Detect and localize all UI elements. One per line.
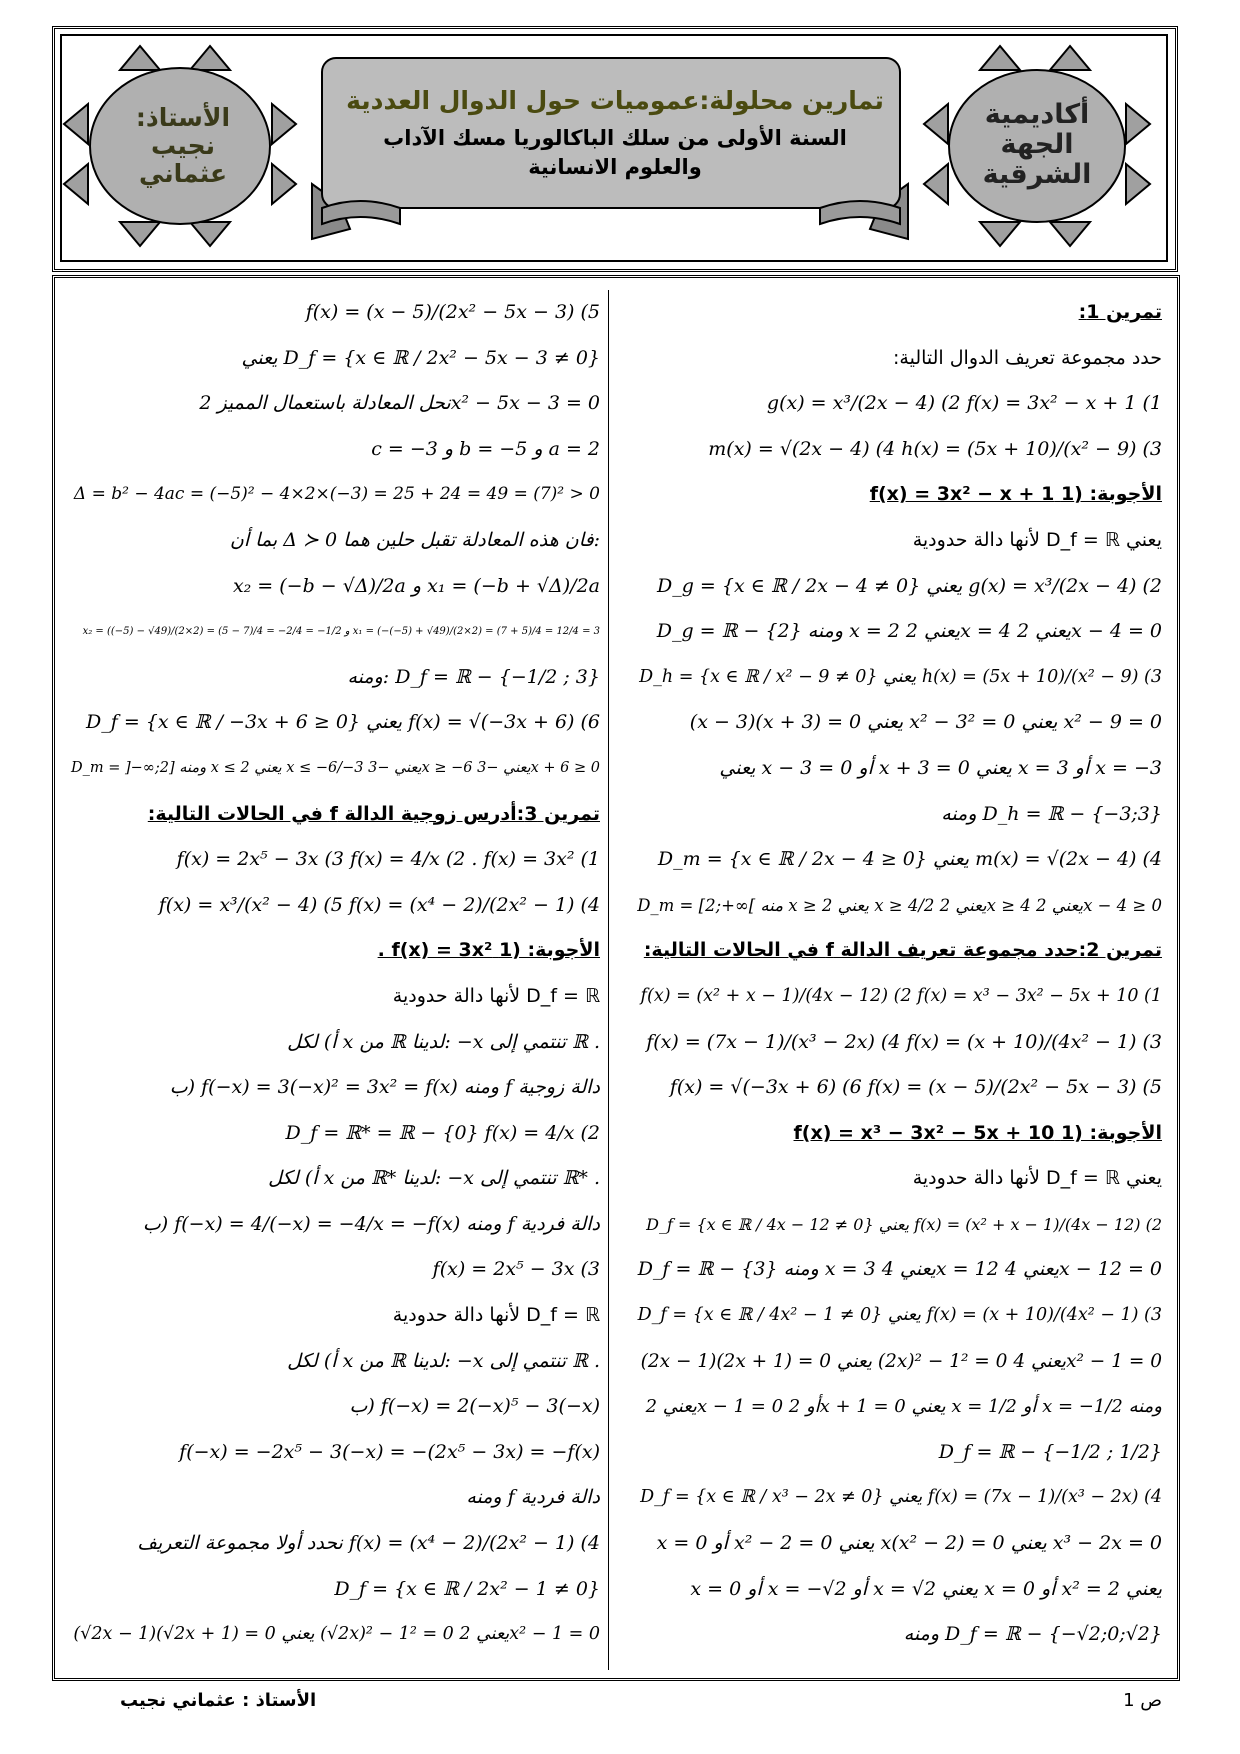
left-column-line-7: x₂ = ((−5) − √49)/(2×2) = (5 − 7)/4 = −2/4 = −1/2 و x₁ = (−(−5) + √49)/(2×2) = (7 + 5)/4 = 12/4 = 3	[82, 626, 600, 638]
left-column-line-6: x₂ = (−b − √Δ)/2a و x₁ = (−b + √Δ)/2a	[232, 574, 600, 597]
left-column-line-15: D_f = ℝ لأنها دالة حدودية	[392, 984, 600, 1007]
right-column-line-10: يعني x − 3 = 0 أو x + 3 = 0 يعني x = 3 أو x = −3	[719, 756, 1162, 779]
right-column-line-3: m(x) = √(2x − 4) (4 h(x) = (5x + 10)/(x² − 9) (3	[708, 437, 1162, 460]
right-column-line-8: D_h = {x ∈ ℝ / x² − 9 ≠ 0} يعني h(x) = (5x + 10)/(x² − 9) (3	[639, 666, 1162, 687]
column-divider	[608, 290, 609, 1670]
right-column-line-6: D_g = {x ∈ ℝ / 2x − 4 ≠ 0} يعني g(x) = x³/(2x − 4) (2	[657, 574, 1162, 597]
right-column-line-21: D_f = ℝ − {3} ومنه x = 3 يعني 4x = 12 يعني 4x − 12 = 0	[637, 1258, 1162, 1281]
teacher-last-name: عثماني	[138, 159, 228, 188]
teacher-first-name: نجيب	[150, 131, 216, 160]
right-column-line-22: D_f = {x ∈ ℝ / 4x² − 1 ≠ 0} يعني f(x) = (x + 10)/(4x² − 1) (3	[637, 1305, 1162, 1326]
right-column-line-23: (2x − 1)(2x + 1) = 0 يعني (2x)² − 1² = 0 يعني 4x² − 1 = 0	[640, 1350, 1162, 1372]
right-column-line-15: f(x) = (x² + x − 1)/(4x − 12) (2 f(x) = x³ − 3x² − 5x + 10 (1	[640, 985, 1162, 1006]
left-column-line-26: ومنه f دالة فردية	[466, 1486, 600, 1509]
right-column-line-2: g(x) = x³/(2x − 4) (2 f(x) = 3x² − x + 1 (1	[766, 392, 1162, 415]
academy-line-2: الجهة	[1000, 129, 1074, 160]
right-column	[632, 290, 1162, 1658]
right-column-line-17: f(x) = √(−3x + 6) (6 f(x) = (x − 5)/(2x² − 5x − 3) (5	[669, 1076, 1162, 1099]
right-column-line-1: حدد مجموعة تعريف الدوال التالية:	[893, 346, 1162, 369]
left-column	[60, 290, 600, 1658]
left-column-line-20: ب) f(−x) = 4/(−x) = −4/x = −f(x) ومنه f دالة فردية	[142, 1212, 600, 1235]
teacher-badge-text	[108, 104, 258, 188]
left-column-line-19: أ) لكل x من ℝ* لدينا: −x تنتمي إلى ℝ* .	[268, 1167, 600, 1190]
left-column-line-1: يعني D_f = {x ∈ ℝ / 2x² − 5x − 3 ≠ 0}	[241, 346, 600, 369]
left-column-line-2: نحل المعادلة باستعمال المميز 2x² − 5x − 3 = 0	[199, 392, 600, 415]
right-column-line-4: الأجوبة: (1 f(x) = 3x² − x + 1	[869, 483, 1162, 506]
left-column-line-12: f(x) = 2x⁵ − 3x (3 f(x) = 4/x (2 . f(x) = 3x² (1	[176, 848, 600, 871]
right-column-line-24: يعني 2x − 1 = 0 أو 2x + 1 = 0 يعني x = 1/2 أو x = −1/2 ومنه	[645, 1396, 1162, 1418]
right-column-line-0: تمرين 1:	[1078, 301, 1162, 323]
academy-line-1: أكاديمية	[984, 99, 1090, 130]
page-title: تمارين محلولة:عموميات حول الدوال العددية	[346, 86, 884, 115]
left-column-line-5: بما أن Δ ≻ 0 فان هذه المعادلة تقبل حلين هما:	[229, 528, 600, 551]
left-column-line-22: D_f = ℝ لأنها دالة حدودية	[392, 1304, 600, 1327]
right-column-line-9: (x − 3)(x + 3) = 0 يعني x² − 3² = 0 يعني x² − 9 = 0	[689, 711, 1162, 734]
academy-line-3: الشرقية	[982, 159, 1092, 190]
left-column-line-10: D_m = ]−∞;2] ومنه x ≤ 2 يعني x ≤ −6/−3 يعني −3x ≥ −6 يعني −3x + 6 ≥ 0	[71, 759, 600, 776]
page-subtitle-line-2: والعلوم الانسانية	[528, 155, 702, 179]
right-column-line-11: ومنه D_h = ℝ − {−3;3}	[941, 802, 1162, 825]
right-column-line-27: x = 0 أو x² − 2 = 0 يعني x(x² − 2) = 0 يعني x³ − 2x = 0	[656, 1532, 1162, 1555]
left-column-line-28: D_f = {x ∈ ℝ / 2x² − 1 ≠ 0}	[334, 1577, 600, 1600]
right-column-line-13: D_m = [2;+∞[ منه x ≥ 2 يعني x ≥ 4/2 يعني 2x ≥ 4 يعني 2x − 4 ≥ 0	[637, 895, 1162, 915]
left-column-line-16: أ) لكل x من ℝ لدينا: −x تنتمي إلى ℝ .	[287, 1030, 600, 1053]
right-column-line-12: D_m = {x ∈ ℝ / 2x − 4 ≥ 0} يعني m(x) = √(2x − 4) (4	[657, 848, 1162, 871]
left-column-line-18: D_f = ℝ* = ℝ − {0} f(x) = 4/x (2	[285, 1121, 600, 1144]
right-column-line-7: D_g = ℝ − {2} ومنه x = 2 يعني 2x = 4 يعني 2x − 4 = 0	[656, 620, 1162, 643]
right-column-line-26: D_f = {x ∈ ℝ / x³ − 2x ≠ 0} يعني f(x) = (7x − 1)/(x³ − 2x) (4	[640, 1487, 1162, 1508]
left-column-line-25: f(−x) = −2x⁵ − 3(−x) = −(2x⁵ − 3x) = −f(x)	[179, 1440, 600, 1463]
right-column-line-29: ومنه D_f = ℝ − {−√2;0;√2}	[903, 1623, 1162, 1646]
left-column-line-8: ومنه: D_f = ℝ − {−1/2 ; 3}	[347, 665, 600, 688]
right-column-line-5: يعني D_f = ℝ لأنها دالة حدودية	[912, 528, 1162, 551]
left-column-line-3: c = −3 و b = −5 و a = 2	[371, 437, 600, 460]
left-column-line-4: Δ = b² − 4ac = (−5)² − 4×2×(−3) = 25 + 24 = 49 = (7)² > 0	[73, 484, 600, 505]
left-column-line-29: (√2x − 1)(√2x + 1) = 0 يعني (√2x)² − 1² = 0 يعني 2x² − 1 = 0	[73, 1624, 600, 1645]
right-column-line-20: D_f = {x ∈ ℝ / 4x − 12 ≠ 0} يعني f(x) = (x² + x − 1)/(4x − 12) (2	[646, 1214, 1162, 1234]
right-column-line-18: الأجوبة: (1 f(x) = x³ − 3x² − 5x + 10	[793, 1121, 1162, 1144]
right-column-line-16: f(x) = (7x − 1)/(x³ − 2x) (4 f(x) = (x + 10)/(4x² − 1) (3	[646, 1030, 1162, 1053]
left-column-line-0: f(x) = (x − 5)/(2x² − 5x − 3) (5	[305, 301, 600, 323]
left-column-line-27: نحدد أولا مجموعة التعريف f(x) = (x⁴ − 2)/(2x² − 1) (4	[137, 1532, 600, 1555]
right-column-line-28: x = 0 أو x = −√2 أو x = √2 يعني x = 0 أو x² = 2 يعني	[690, 1577, 1162, 1600]
right-column-line-19: يعني D_f = ℝ لأنها دالة حدودية	[912, 1167, 1162, 1190]
academy-name	[960, 100, 1114, 190]
right-column-line-14: تمرين 2:حدد مجموعة تعريف الدالة f في الحالات التالية:	[643, 939, 1162, 962]
left-column-line-21: f(x) = 2x⁵ − 3x (3	[432, 1258, 600, 1281]
left-column-line-13: f(x) = x³/(x² − 4) (5 f(x) = (x⁴ − 2)/(2x² − 1) (4	[158, 893, 600, 916]
left-column-line-14: الأجوبة: (1 f(x) = 3x² .	[377, 939, 600, 962]
page-subtitle-line-1: السنة الأولى من سلك الباكالوريا مسك الآداب	[383, 126, 847, 150]
teacher-label: الأستاذ:	[135, 103, 231, 132]
page-number: ص 1	[1123, 1690, 1162, 1711]
right-column-line-25: D_f = ℝ − {−1/2 ; 1/2}	[938, 1440, 1162, 1463]
left-column-line-9: D_f = {x ∈ ℝ / −3x + 6 ≥ 0} يعني f(x) = √(−3x + 6) (6	[86, 711, 600, 734]
left-column-line-17: ب) f(−x) = 3(−x)² = 3x² = f(x) ومنه f دالة زوجية	[169, 1076, 600, 1099]
left-column-line-24: ب) f(−x) = 2(−x)⁵ − 3(−x)	[349, 1395, 600, 1418]
left-column-line-23: أ) لكل x من ℝ لدينا: −x تنتمي إلى ℝ .	[287, 1349, 600, 1372]
left-column-line-11: تمرين 3:أدرس زوجية الدالة f في الحالات التالية:	[147, 802, 600, 825]
footer-teacher: الأستاذ : عثماني نجيب	[120, 1690, 317, 1711]
